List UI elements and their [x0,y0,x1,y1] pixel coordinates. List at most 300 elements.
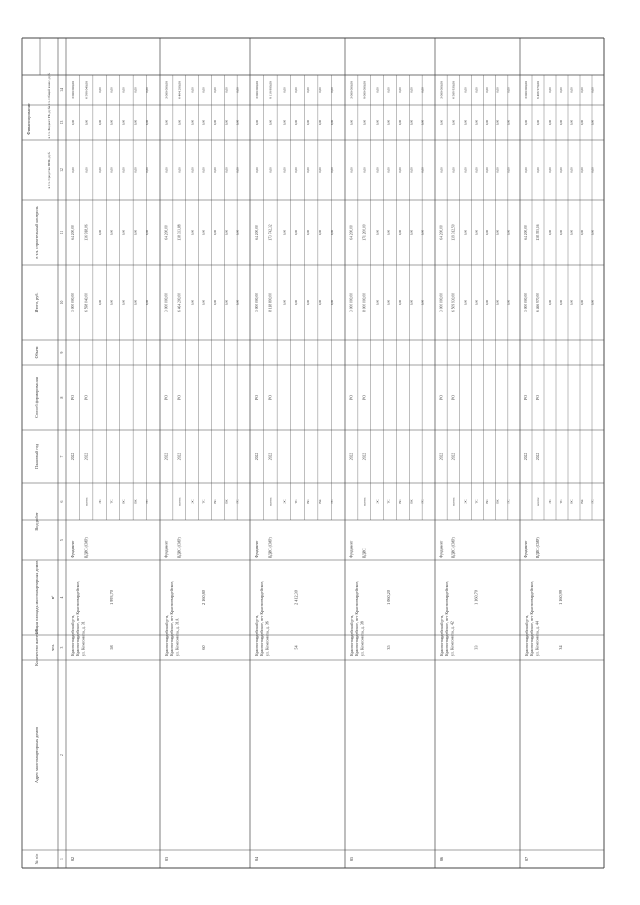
control-top: 64 200,00 [164,225,169,240]
row-number: 85 [349,856,354,862]
zero-cell: 0,00 [109,119,114,126]
plan-year-top: 2022 [349,452,354,461]
zero-cell: 0,00 [145,167,150,173]
zero-cell: 0,00 [398,119,403,126]
zero-cell: 0,00 [201,167,206,173]
fin-total-top: 3 000 000,00 [255,81,260,99]
column-number-2: 2 [60,754,64,756]
zero-cell: 0,00 [294,167,299,173]
header-fin-col-2: в т.ч. Бюджет РК, руб. [47,106,51,139]
zero-cell: 0,00 [506,229,511,236]
zero-cell: 0,00 [579,299,584,306]
zero-cell: 0,00 [536,119,541,126]
work-part-ГС: ГС [590,499,595,504]
zero-cell: 0,00 [558,167,563,173]
zero-cell: 0,00 [330,229,335,236]
residents-cell: 54 [293,645,299,650]
zero-cell: 0,00 [590,119,595,126]
control-top: 64 200,00 [255,225,260,240]
plan-year-main: 2022 [84,452,89,461]
zero-cell: 0,00 [579,87,584,93]
column-number-5: 5 [60,539,64,541]
work-part-ЭС: ЭС [190,499,195,504]
header-num: № п/п [34,853,39,865]
column-number-8: 8 [60,396,64,399]
control-main: 138 393,16 [536,224,541,241]
zero-cell: 0,00 [330,119,335,126]
row-number: 86 [439,856,444,862]
work-type-2: ВДИС (СМР) [536,537,541,558]
zero-cell: 0,00 [97,299,102,306]
zero-cell: 0,00 [362,119,367,126]
work-type-2: ВДИС (СМР) [84,537,89,558]
formation-top: РО [439,395,444,400]
zero-cell: 0,00 [474,229,479,236]
header-area-unit: м² [51,595,55,600]
fin-total-main: 8 000 000,00 [362,81,367,99]
zero-cell: 0,00 [190,229,195,236]
zero-cell: 0,00 [409,167,414,173]
zero-cell: 0,00 [145,229,150,236]
total-top: 3 000 000,00 [71,293,76,312]
zero-cell: 0,00 [524,119,529,126]
zero-cell: 0,00 [409,299,414,306]
zero-cell: 0,00 [121,87,126,93]
zero-cell: 0,00 [224,167,229,173]
zero-cell: 0,00 [235,119,240,126]
zero-cell: 0,00 [349,167,354,173]
zero-cell: 0,00 [255,167,260,173]
area-cell: 2 160,80 [201,590,206,605]
zero-cell: 0,00 [282,119,287,126]
work-all-label: всего: [268,497,273,506]
zero-cell: 0,00 [121,299,126,306]
work-type-1: Фундамент [164,540,169,558]
zero-cell: 0,00 [84,119,89,126]
total-main: 8 118 800,00 [268,293,273,312]
zero-cell: 0,00 [569,87,574,93]
zero-cell: 0,00 [177,167,182,173]
work-all-label: всего: [536,497,541,506]
residents-cell: 58 [109,645,114,650]
zero-cell: 0,00 [386,167,391,173]
zero-cell: 0,00 [268,119,273,126]
zero-cell: 0,00 [71,167,76,173]
zero-cell: 0,00 [121,119,126,126]
zero-cell: 0,00 [133,87,138,93]
zero-cell: 0,00 [548,87,553,93]
total-top: 3 000 000,00 [164,293,169,312]
zero-cell: 0,00 [235,87,240,93]
zero-cell: 0,00 [255,119,260,126]
zero-cell: 0,00 [190,167,195,173]
zero-cell: 0,00 [177,119,182,126]
zero-cell: 0,00 [97,229,102,236]
work-part-ВС: ВС [398,499,403,504]
work-part-ГС: ГС [145,499,150,504]
residents-cell: 33 [473,645,479,650]
work-type-2: ВДИС (СМР) [268,537,273,558]
zero-cell: 0,00 [536,167,541,173]
zero-cell: 0,00 [439,119,444,126]
zero-cell: 0,00 [213,119,218,126]
zero-cell: 0,00 [282,299,287,306]
zero-cell: 0,00 [463,119,468,126]
zero-cell: 0,00 [386,87,391,93]
zero-cell: 0,00 [190,299,195,306]
fin-total-main: 6 466 970,00 [536,81,541,99]
zero-cell: 0,00 [420,167,425,173]
work-all-label: всего: [84,497,89,506]
work-part-ТС: ТС [201,499,206,504]
fin-total-main: 6 509 930,00 [451,81,456,99]
residents-cell: 60 [201,645,206,650]
zero-cell: 0,00 [121,167,126,173]
row-number: 82 [70,856,75,862]
plan-year-top: 2022 [255,452,260,461]
zero-cell: 0,00 [495,299,500,306]
zero-cell: 0,00 [97,167,102,173]
zero-cell: 0,00 [235,229,240,236]
column-number-12: 12 [60,168,64,172]
zero-cell: 0,00 [375,119,380,126]
zero-cell: 0,00 [590,167,595,173]
zero-cell: 0,00 [133,299,138,306]
zero-cell: 0,00 [306,119,311,126]
fin-total-top: 3 000 000,00 [524,81,529,99]
fin-total-main: 6 598 040,00 [84,81,89,99]
work-type-1: Фундамент [524,540,529,558]
fin-total-main: 8 118 800,00 [268,81,273,99]
zero-cell: 0,00 [463,87,468,93]
zero-cell: 0,00 [484,299,489,306]
zero-cell: 0,00 [224,229,229,236]
zero-cell: 0,00 [294,119,299,126]
work-all-label: всего: [451,497,456,506]
zero-cell: 0,00 [133,119,138,126]
work-part-ВС: ВС [213,499,218,504]
area-cell: 1 160,70 [473,590,479,605]
zero-cell: 0,00 [409,119,414,126]
zero-cell: 0,00 [349,119,354,126]
work-part-ВК: ВК [133,499,138,504]
zero-cell: 0,00 [474,167,479,173]
zero-cell: 0,00 [318,299,323,306]
zero-cell: 0,00 [306,87,311,93]
total-main: 6 509 930,00 [451,293,456,312]
zero-cell: 0,00 [318,167,323,173]
zero-cell: 0,00 [451,167,456,173]
work-part-ГС: ГС [235,499,240,504]
work-part-ЭС: ЭС [375,499,380,504]
fin-total-top: 3 000 000,00 [349,81,354,99]
zero-cell: 0,00 [558,299,563,306]
zero-cell: 0,00 [330,299,335,306]
column-number-11: 11 [60,230,64,235]
header-plan_year: Плановый год [34,443,39,470]
zero-cell: 0,00 [569,229,574,236]
zero-cell: 0,00 [590,87,595,93]
control-main: 139 312,50 [451,224,456,241]
zero-cell: 0,00 [282,229,287,236]
zero-cell: 0,00 [330,167,335,173]
zero-cell: 0,00 [558,87,563,93]
zero-cell: 0,00 [484,229,489,236]
zero-cell: 0,00 [386,299,391,306]
zero-cell: 0,00 [569,119,574,126]
zero-cell: 0,00 [506,167,511,173]
control-top: 64 200,00 [349,225,354,240]
work-part-ГС: ГС [330,499,335,504]
zero-cell: 0,00 [145,299,150,306]
zero-cell: 0,00 [506,299,511,306]
zero-cell: 0,00 [398,229,403,236]
work-part-ЭС: ЭС [463,499,468,504]
fin-total-top: 3 000 000,00 [71,81,76,99]
zero-cell: 0,00 [375,87,380,93]
work-all-label: всего: [362,497,367,506]
zero-cell: 0,00 [201,119,206,126]
work-part-ВС: ВС [121,499,126,504]
address-cell: Красногвардейский р-н,Красногвардейское, пгт Красногвардейское,ул. Комсомола, д. 38 [349,580,365,656]
header-work_type: Вид работ [34,512,39,531]
table-text [26,72,595,864]
zero-cell: 0,00 [318,229,323,236]
formation-main: РО [536,395,541,400]
work-part-ГС: ГС [420,499,425,504]
zero-cell: 0,00 [84,167,89,173]
zero-cell: 0,00 [294,299,299,306]
header-fin-col-1: в т.ч. Средства ППК, руб. [47,151,51,189]
formation-top: РО [524,395,529,400]
zero-cell: 0,00 [409,229,414,236]
zero-cell: 0,00 [548,229,553,236]
zero-cell: 0,00 [306,229,311,236]
zero-cell: 0,00 [495,87,500,93]
zero-cell: 0,00 [484,119,489,126]
plan-year-main: 2022 [536,452,541,461]
plan-year-top: 2022 [524,452,529,461]
work-part-ВС: ВС [569,499,574,504]
zero-cell: 0,00 [282,167,287,173]
zero-cell: 0,00 [548,119,553,126]
header-formation: Способ формирования [34,377,39,418]
zero-cell: 0,00 [235,299,240,306]
formation-main: РО [268,395,273,400]
zero-cell: 0,00 [420,119,425,126]
column-number-9: 9 [60,351,64,354]
zero-cell: 0,00 [330,87,335,93]
zero-cell: 0,00 [439,167,444,173]
zero-cell: 0,00 [569,299,574,306]
work-part-ТС: ТС [109,499,114,504]
work-part-ВК: ВК [318,499,323,504]
header-residents: Количество жителей [34,629,39,666]
zero-cell: 0,00 [133,167,138,173]
zero-cell: 0,00 [109,87,114,93]
zero-cell: 0,00 [579,167,584,173]
zero-cell: 0,00 [282,87,287,93]
work-part-ВС: ВС [306,499,311,504]
work-part-ВК: ВК [495,499,500,504]
work-part-ГС: ГС [506,499,511,504]
zero-cell: 0,00 [484,167,489,173]
address-cell: Красногвардейский р-н,Красногвардейское, пгт Красногвардейское,ул. Комсомола, д. 44 [524,580,540,656]
zero-cell: 0,00 [451,119,456,126]
column-number-6: 6 [60,500,64,503]
zero-cell: 0,00 [306,167,311,173]
zero-cell: 0,00 [268,167,273,173]
work-part-ТС: ТС [558,499,563,504]
fin-total-top: 3 000 000,00 [439,81,444,99]
zero-cell: 0,00 [463,167,468,173]
zero-cell: 0,00 [97,87,102,93]
zero-cell: 0,00 [235,167,240,173]
work-type-2: ВДИС [362,548,367,558]
zero-cell: 0,00 [463,229,468,236]
zero-cell: 0,00 [579,119,584,126]
formation-top: РО [71,395,76,400]
zero-cell: 0,00 [213,229,218,236]
zero-cell: 0,00 [318,87,323,93]
zero-cell: 0,00 [375,299,380,306]
work-part-ВК: ВК [224,499,229,504]
zero-cell: 0,00 [109,229,114,236]
plan-year-main: 2022 [268,452,273,461]
zero-cell: 0,00 [548,167,553,173]
column-number-4: 4 [60,596,64,599]
fin-total-top: 3 000 000,00 [164,81,169,99]
zero-cell: 0,00 [420,229,425,236]
zero-cell: 0,00 [109,299,114,306]
zero-cell: 0,00 [386,119,391,126]
zero-cell: 0,00 [164,167,169,173]
zero-cell: 0,00 [398,87,403,93]
zero-cell: 0,00 [398,167,403,173]
column-number-10: 10 [60,300,64,305]
formation-top: РО [164,395,169,400]
zero-cell: 0,00 [590,299,595,306]
table-grid [22,38,604,868]
zero-cell: 0,00 [97,119,102,126]
area-cell: 1 993,70 [109,590,114,605]
formation-top: РО [349,395,354,400]
zero-cell: 0,00 [201,299,206,306]
zero-cell: 0,00 [548,299,553,306]
zero-cell: 0,00 [495,167,500,173]
zero-cell: 0,00 [484,87,489,93]
total-main: 6 466 970,00 [536,293,541,312]
control-main: 136 918,06 [84,224,89,241]
work-type-2: ВДИС (СМР) [177,537,182,558]
work-all-label: всего: [177,497,182,506]
header-volume: Объем [34,346,39,359]
zero-cell: 0,00 [590,229,595,236]
work-part-ЭС: ЭС [548,499,553,504]
control-top: 64 200,00 [439,225,444,240]
zero-cell: 0,00 [133,229,138,236]
address-cell: Красногвардейский р-н,Красногвардейское, пгт Красногвардейское,ул. Комсомола, д. 42 [439,580,455,656]
control-top: 64 200,00 [524,225,529,240]
zero-cell: 0,00 [375,167,380,173]
control-main: 171 200,00 [362,224,367,241]
control-main: 173 742,32 [268,224,273,241]
plan-year-top: 2022 [71,452,76,461]
work-part-ТС: ТС [474,499,479,504]
control-top: 64 200,00 [71,225,76,240]
zero-cell: 0,00 [463,299,468,306]
header-residents-unit: чел. [51,644,55,651]
header-address: Адрес многоквартирных домов [34,727,39,783]
total-main: 8 000 000,00 [362,293,367,312]
zero-cell: 0,00 [569,167,574,173]
work-part-ЭС: ЭС [282,499,287,504]
formation-main: РО [451,395,456,400]
zero-cell: 0,00 [213,167,218,173]
zero-cell: 0,00 [224,87,229,93]
area-cell: 1 160,99 [558,590,563,605]
work-type-1: Фундамент [349,540,354,558]
zero-cell: 0,00 [201,87,206,93]
zero-cell: 0,00 [474,87,479,93]
work-part-ВК: ВК [579,499,584,504]
header-control: в т.ч. строительный контроль [34,206,39,259]
header-area: Общая площадь многоквартирных домов [34,560,39,635]
zero-cell: 0,00 [224,299,229,306]
zero-cell: 0,00 [318,119,323,126]
work-part-ВС: ВС [484,499,489,504]
zero-cell: 0,00 [409,87,414,93]
work-part-ЭС: ЭС [97,499,102,504]
plan-year-main: 2022 [451,452,456,461]
residents-cell: 34 [558,645,563,650]
total-top: 3 000 000,00 [255,293,260,312]
plan-year-main: 2022 [362,452,367,461]
plan-year-main: 2022 [177,452,182,461]
work-type-1: Фундамент [255,540,260,558]
zero-cell: 0,00 [201,229,206,236]
total-main: 6 464 200,00 [177,293,182,312]
zero-cell: 0,00 [224,119,229,126]
address-cell: Красногвардейский р-н,Красногвардейское, пгт Красногвардейское,ул. Комсомола, д. 36 [254,580,270,656]
total-main: 6 598 040,00 [84,293,89,312]
zero-cell: 0,00 [495,229,500,236]
column-number-3: 3 [60,646,64,649]
work-type-2: ВДИС (СМР) [451,537,456,558]
area-cell: 1 060,20 [386,590,391,605]
residents-cell: 35 [386,645,391,650]
zero-cell: 0,00 [420,299,425,306]
fin-total-main: 6 464 200,00 [177,81,182,99]
zero-cell: 0,00 [362,167,367,173]
zero-cell: 0,00 [121,229,126,236]
area-cell: 2 412,30 [293,590,299,605]
row-number: 87 [524,856,529,862]
zero-cell: 0,00 [145,87,150,93]
total-top: 3 000 000,00 [439,293,444,312]
zero-cell: 0,00 [306,299,311,306]
zero-cell: 0,00 [213,87,218,93]
zero-cell: 0,00 [579,229,584,236]
control-main: 138 333,88 [177,224,182,241]
total-top: 3 000 000,00 [524,293,529,312]
address-cell: Красногвардейский р-н,Красногвардейское, пгт Красногвардейское,ул. Комсомола, д. 31А [164,580,180,656]
work-type-1: Фундамент [71,540,76,558]
plan-year-top: 2022 [164,452,169,461]
formation-main: РО [362,395,367,400]
zero-cell: 0,00 [164,119,169,126]
header-total: Итого, руб. [34,292,39,313]
